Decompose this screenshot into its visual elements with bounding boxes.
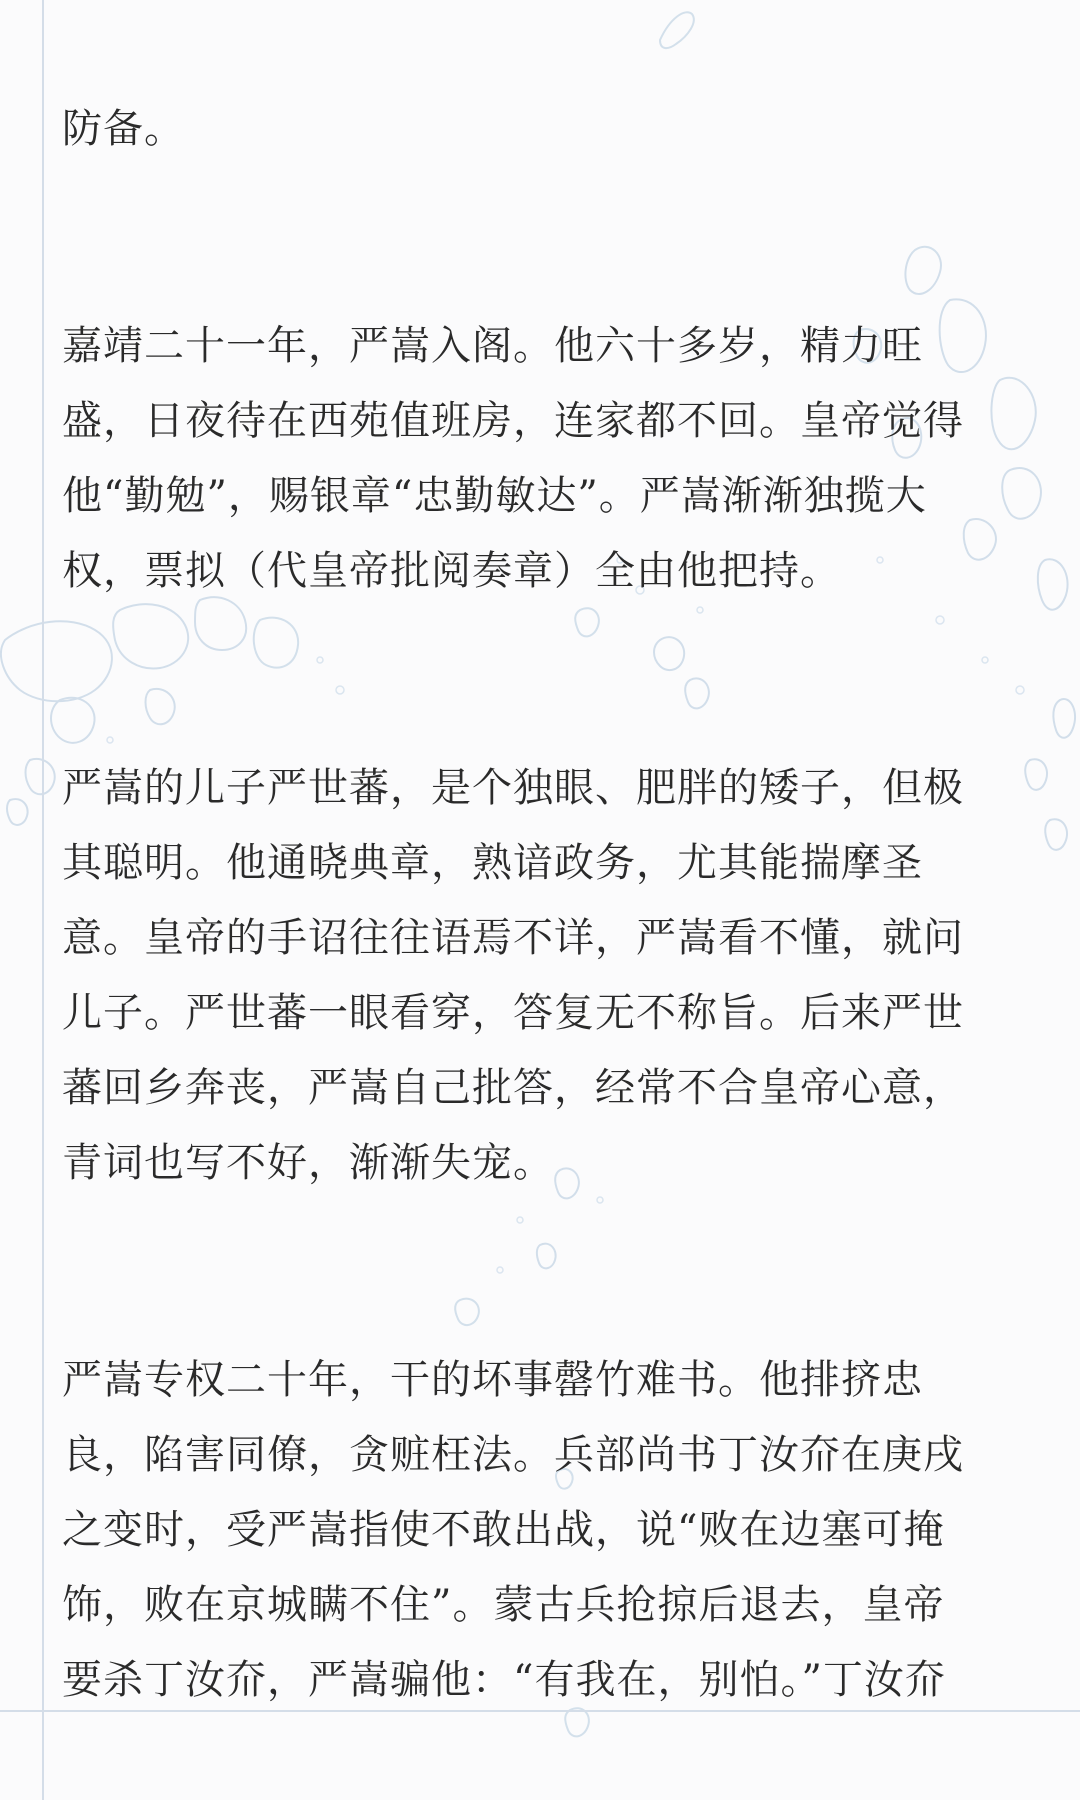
paragraph-3: 严嵩的儿子严世蕃，是个独眼、肥胖的矮子，但极 其聪明。他通晓典章，熟谙政务，尤其能揣摩圣 意。皇帝的手诏往往语焉不详，严嵩看不懂，就问 儿子。严世蕃一眼看穿，答复无不称旨。后来严世 蕃回乡奔丧，严嵩自己批答，经常不合皇帝心意， 青词也写不好，渐渐失宠。: [62, 765, 964, 1186]
paragraph-4: 严嵩专权二十年，干的坏事罄竹难书。他排挤忠 良，陷害同僚，贪赃枉法。兵部尚书丁汝夼在庚戌 之变时，受严嵩指使不敢出战，说“败在边塞可掩 饰，败在京城瞒不住”。蒙古兵抢掠后退去，皇帝 要杀丁汝夼，严嵩骗他：“有我在，别怕。”丁汝夼: [62, 1357, 964, 1703]
article-body: [62, 92, 1022, 1718]
paragraph-2: 嘉靖二十一年，严嵩入阁。他六十多岁，精力旺 盛，日夜待在西苑值班房，连家都不回。皇帝觉得 他“勤勉”，赐银章“忠勤敏达”。严嵩渐渐独揽大 权，票拟（代皇帝批阅奏章）全由他把持。: [62, 323, 964, 594]
left-margin-rule: [42, 0, 44, 1800]
paragraph-1: 防备。: [62, 106, 185, 152]
